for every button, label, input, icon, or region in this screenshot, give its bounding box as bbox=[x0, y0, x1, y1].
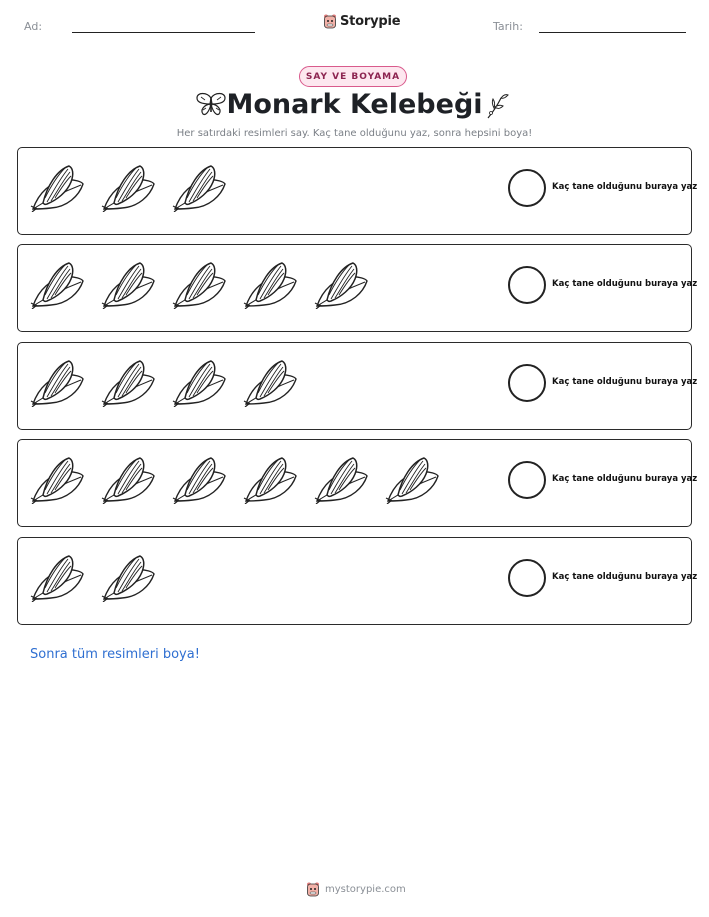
picture-group bbox=[29, 552, 156, 602]
name-line[interactable] bbox=[72, 32, 255, 33]
milkweed-pod-leaf-icon bbox=[242, 454, 298, 504]
date-label: Tarih: bbox=[493, 20, 523, 33]
answer-prompt: Kaç tane olduğunu buraya yaz bbox=[552, 474, 698, 484]
milkweed-pod-leaf-icon bbox=[100, 357, 156, 407]
milkweed-pod-leaf-icon bbox=[171, 454, 227, 504]
milkweed-sprig-icon bbox=[485, 92, 511, 120]
picture-group bbox=[29, 454, 440, 504]
brand-name: Storypie bbox=[340, 13, 401, 29]
answer-prompt: Kaç tane olduğunu buraya yaz bbox=[552, 377, 698, 387]
count-row bbox=[17, 342, 698, 430]
milkweed-pod-leaf-icon bbox=[29, 552, 85, 602]
milkweed-pod-leaf-icon bbox=[171, 357, 227, 407]
site-footer bbox=[306, 881, 406, 897]
milkweed-pod-leaf-icon bbox=[100, 162, 156, 212]
milkweed-pod-leaf-icon bbox=[242, 357, 298, 407]
milkweed-pod-leaf-icon bbox=[313, 454, 369, 504]
storypie-mascot-icon bbox=[323, 13, 337, 29]
milkweed-pod-leaf-icon bbox=[29, 357, 85, 407]
milkweed-pod-leaf-icon bbox=[242, 259, 298, 309]
milkweed-pod-leaf-icon bbox=[313, 259, 369, 309]
milkweed-pod-leaf-icon bbox=[171, 259, 227, 309]
milkweed-pod-leaf-icon bbox=[100, 259, 156, 309]
count-row bbox=[17, 147, 698, 235]
picture-group bbox=[29, 259, 369, 309]
page-title: Monark Kelebeği bbox=[226, 89, 483, 120]
picture-group bbox=[29, 357, 298, 407]
count-row bbox=[17, 244, 698, 332]
answer-circle[interactable] bbox=[508, 169, 546, 207]
storypie-mascot-icon bbox=[306, 881, 320, 897]
answer-circle[interactable] bbox=[508, 461, 546, 499]
milkweed-pod-leaf-icon bbox=[29, 454, 85, 504]
milkweed-pod-leaf-icon bbox=[100, 552, 156, 602]
coloring-instruction: Sonra tüm resimleri boya! bbox=[30, 647, 200, 662]
milkweed-pod-leaf-icon bbox=[384, 454, 440, 504]
count-row bbox=[17, 439, 698, 527]
picture-group bbox=[29, 162, 227, 212]
site-url: mystorypie.com bbox=[325, 883, 406, 895]
answer-circle[interactable] bbox=[508, 559, 546, 597]
milkweed-pod-leaf-icon bbox=[29, 162, 85, 212]
milkweed-pod-leaf-icon bbox=[100, 454, 156, 504]
answer-circle[interactable] bbox=[508, 266, 546, 304]
name-label: Ad: bbox=[24, 20, 43, 33]
answer-prompt: Kaç tane olduğunu buraya yaz bbox=[552, 279, 698, 289]
brand-logo bbox=[323, 13, 400, 29]
instructions-text: Her satırdaki resimleri say. Kaç tane olduğunu yaz, sonra hepsini boya! bbox=[176, 128, 533, 139]
milkweed-pod-leaf-icon bbox=[29, 259, 85, 309]
date-line[interactable] bbox=[539, 32, 686, 33]
count-row bbox=[17, 537, 698, 625]
milkweed-pod-leaf-icon bbox=[171, 162, 227, 212]
answer-circle[interactable] bbox=[508, 364, 546, 402]
activity-badge: SAY VE BOYAMA bbox=[299, 66, 407, 87]
answer-prompt: Kaç tane olduğunu buraya yaz bbox=[552, 182, 698, 192]
answer-prompt: Kaç tane olduğunu buraya yaz bbox=[552, 572, 698, 582]
